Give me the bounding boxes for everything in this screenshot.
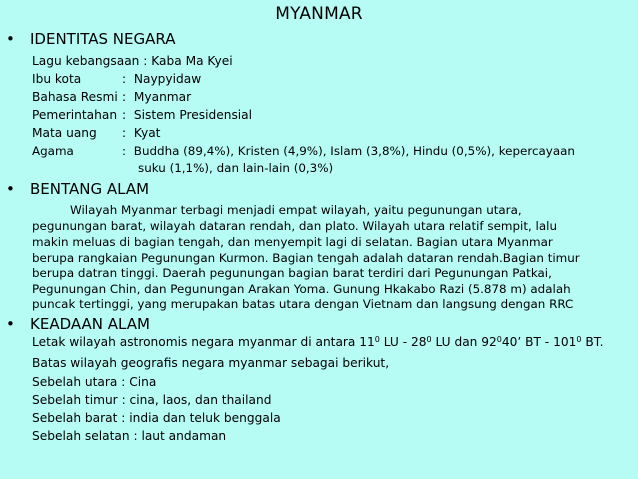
astro-text: BT. — [581, 335, 604, 349]
identity-row: Ibu kota : Naypyidaw — [32, 72, 202, 86]
page-title: MYANMAR — [275, 4, 363, 24]
section-heading-identitas — [6, 30, 175, 48]
degree-sup: 0 — [426, 335, 432, 344]
boundary-line: Sebelah barat : india dan teluk benggala — [32, 411, 281, 425]
identity-value: Sistem Presidensial — [133, 108, 253, 122]
identity-row: Agama : Buddha (89,4%), Kristen (4,9%), Islam (3,8%), Hindu (0,5%), kepercayaan — [32, 144, 575, 158]
paragraph-line: pegunungan barat, wilayah dataran rendah, dan plato. Wilayah utara relatif sempit, lalu — [32, 219, 557, 233]
section-heading-label: BENTANG ALAM — [30, 180, 150, 198]
bullet-glyph: • — [6, 30, 15, 48]
astro-text: LU dan 92 — [431, 335, 497, 349]
identity-value: Kaba Ma Kyei — [151, 54, 233, 68]
identity-value: Kyat — [133, 126, 161, 140]
degree-sup: 0 — [576, 335, 582, 344]
section-heading-label: KEADAAN ALAM — [30, 315, 150, 333]
identity-row: Mata uang : Kyat — [32, 126, 161, 140]
boundary-line: Sebelah timur : cina, laos, dan thailand — [32, 393, 272, 407]
identity-key: Ibu kota — [32, 72, 82, 86]
section-heading-bentang — [6, 180, 149, 198]
section-heading-label: IDENTITAS NEGARA — [30, 30, 176, 48]
identity-value: Naypyidaw — [133, 72, 202, 86]
astronomic-line — [32, 335, 604, 349]
degree-sup: 0 — [496, 335, 502, 344]
identity-key: Pemerintahan — [32, 108, 118, 122]
bullet-glyph: • — [6, 315, 15, 333]
paragraph-line: berupa rangkaian Pegunungan Kurmon. Bagian tengah adalah dataran rendah.Bagian timur — [32, 251, 580, 265]
section-heading-keadaan — [6, 315, 150, 333]
paragraph-line: berupa datran tinggi. Daerah pegunungan bagian barat terdiri dari Pegunungan Patkai, — [32, 266, 552, 280]
boundary-line: Batas wilayah geografis negara myanmar sebagai berikut, — [32, 356, 390, 370]
identity-row: Bahasa Resmi : Myanmar — [32, 90, 192, 104]
paragraph-line: makin meluas di bagian tengah, dan menyempit lagi di selatan. Bagian utara Myanmar — [32, 235, 553, 249]
degree-sup: 0 — [374, 335, 380, 344]
astro-text: 40’ BT - 101 — [501, 335, 577, 349]
identity-key: Agama — [32, 144, 74, 158]
boundary-line: Sebelah utara : Cina — [32, 375, 157, 389]
identity-row: Lagu kebangsaan : Kaba Ma Kyei — [32, 54, 233, 68]
astro-text: LU - 28 — [379, 335, 427, 349]
identity-key: Bahasa Resmi — [32, 90, 118, 104]
identity-value-continuation: suku (1,1%), dan lain-lain (0,3%) — [138, 161, 334, 175]
identity-value: Buddha (89,4%), Kristen (4,9%), Islam (3,8%), Hindu (0,5%), kepercayaan — [133, 144, 575, 158]
paragraph-line: Pegunungan Chin, dan Pegunungan Arakan Yoma. Gunung Hkakabo Razi (5.878 m) adalah — [32, 282, 571, 296]
astro-text: Letak wilayah astronomis negara myanmar di antara 11 — [32, 335, 375, 349]
identity-row: Pemerintahan : Sistem Presidensial — [32, 108, 253, 122]
bullet-glyph: • — [6, 180, 15, 198]
identity-key: Lagu kebangsaan — [32, 54, 140, 68]
identity-value: Myanmar — [133, 90, 192, 104]
paragraph-line: puncak tertinggi, yang merupakan batas utara dengan Vietnam dan langsung dengan RRC — [32, 297, 574, 311]
boundary-line: Sebelah selatan : laut andaman — [32, 429, 227, 443]
identity-key: Mata uang — [32, 126, 97, 140]
paragraph-line: Wilayah Myanmar terbagi menjadi empat wilayah, yaitu pegunungan utara, — [70, 203, 522, 217]
